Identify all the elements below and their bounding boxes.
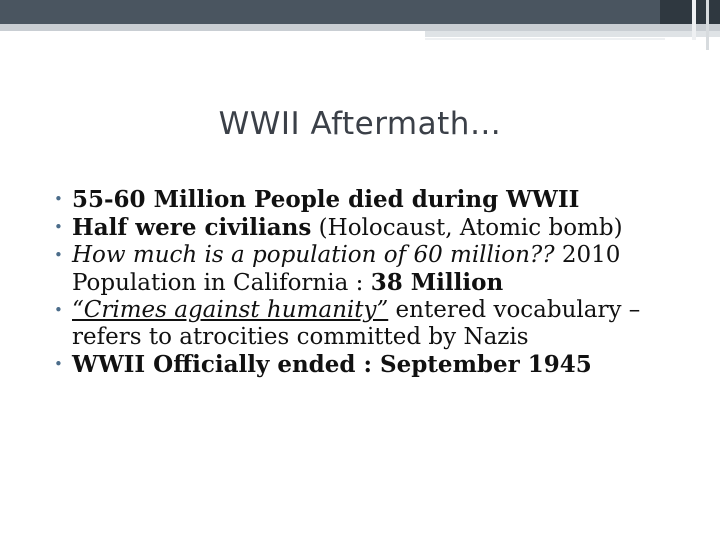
slide-title: WWII Aftermath… [218, 106, 502, 142]
top-stripe [0, 24, 720, 31]
top-band-accent [660, 0, 720, 24]
bullet-item [52, 214, 692, 242]
edge-stripe [692, 0, 696, 40]
bullet-text: (Holocaust, Atomic bomb) [311, 215, 623, 241]
bullet-text: 55-60 Million People died during WWII [72, 186, 580, 213]
bullet-item [52, 186, 692, 214]
edge-stripe [706, 0, 709, 50]
bullet-text: 2010 Population in California : [72, 242, 621, 296]
bullet-text-italic-underlined: “Crimes against humanity” [72, 297, 389, 323]
bullet-item [52, 351, 692, 379]
top-decorative-band [0, 0, 720, 24]
bullet-text-bold: Half were civilians [72, 214, 312, 241]
bullet-text: WWII Officially ended : September 1945 [72, 351, 592, 378]
bullet-list [52, 186, 692, 379]
bullet-text-bold: 38 Million [370, 269, 504, 296]
top-stripe-light [425, 31, 720, 37]
bullet-text-italic: How much is a population of 60 million?? [72, 242, 555, 268]
bullet-item [52, 242, 692, 297]
bullet-text: entered vocabulary – refers to atrocities committed by Nazis [72, 297, 641, 350]
top-stripe-thin [425, 38, 665, 40]
bullet-item [52, 297, 692, 351]
